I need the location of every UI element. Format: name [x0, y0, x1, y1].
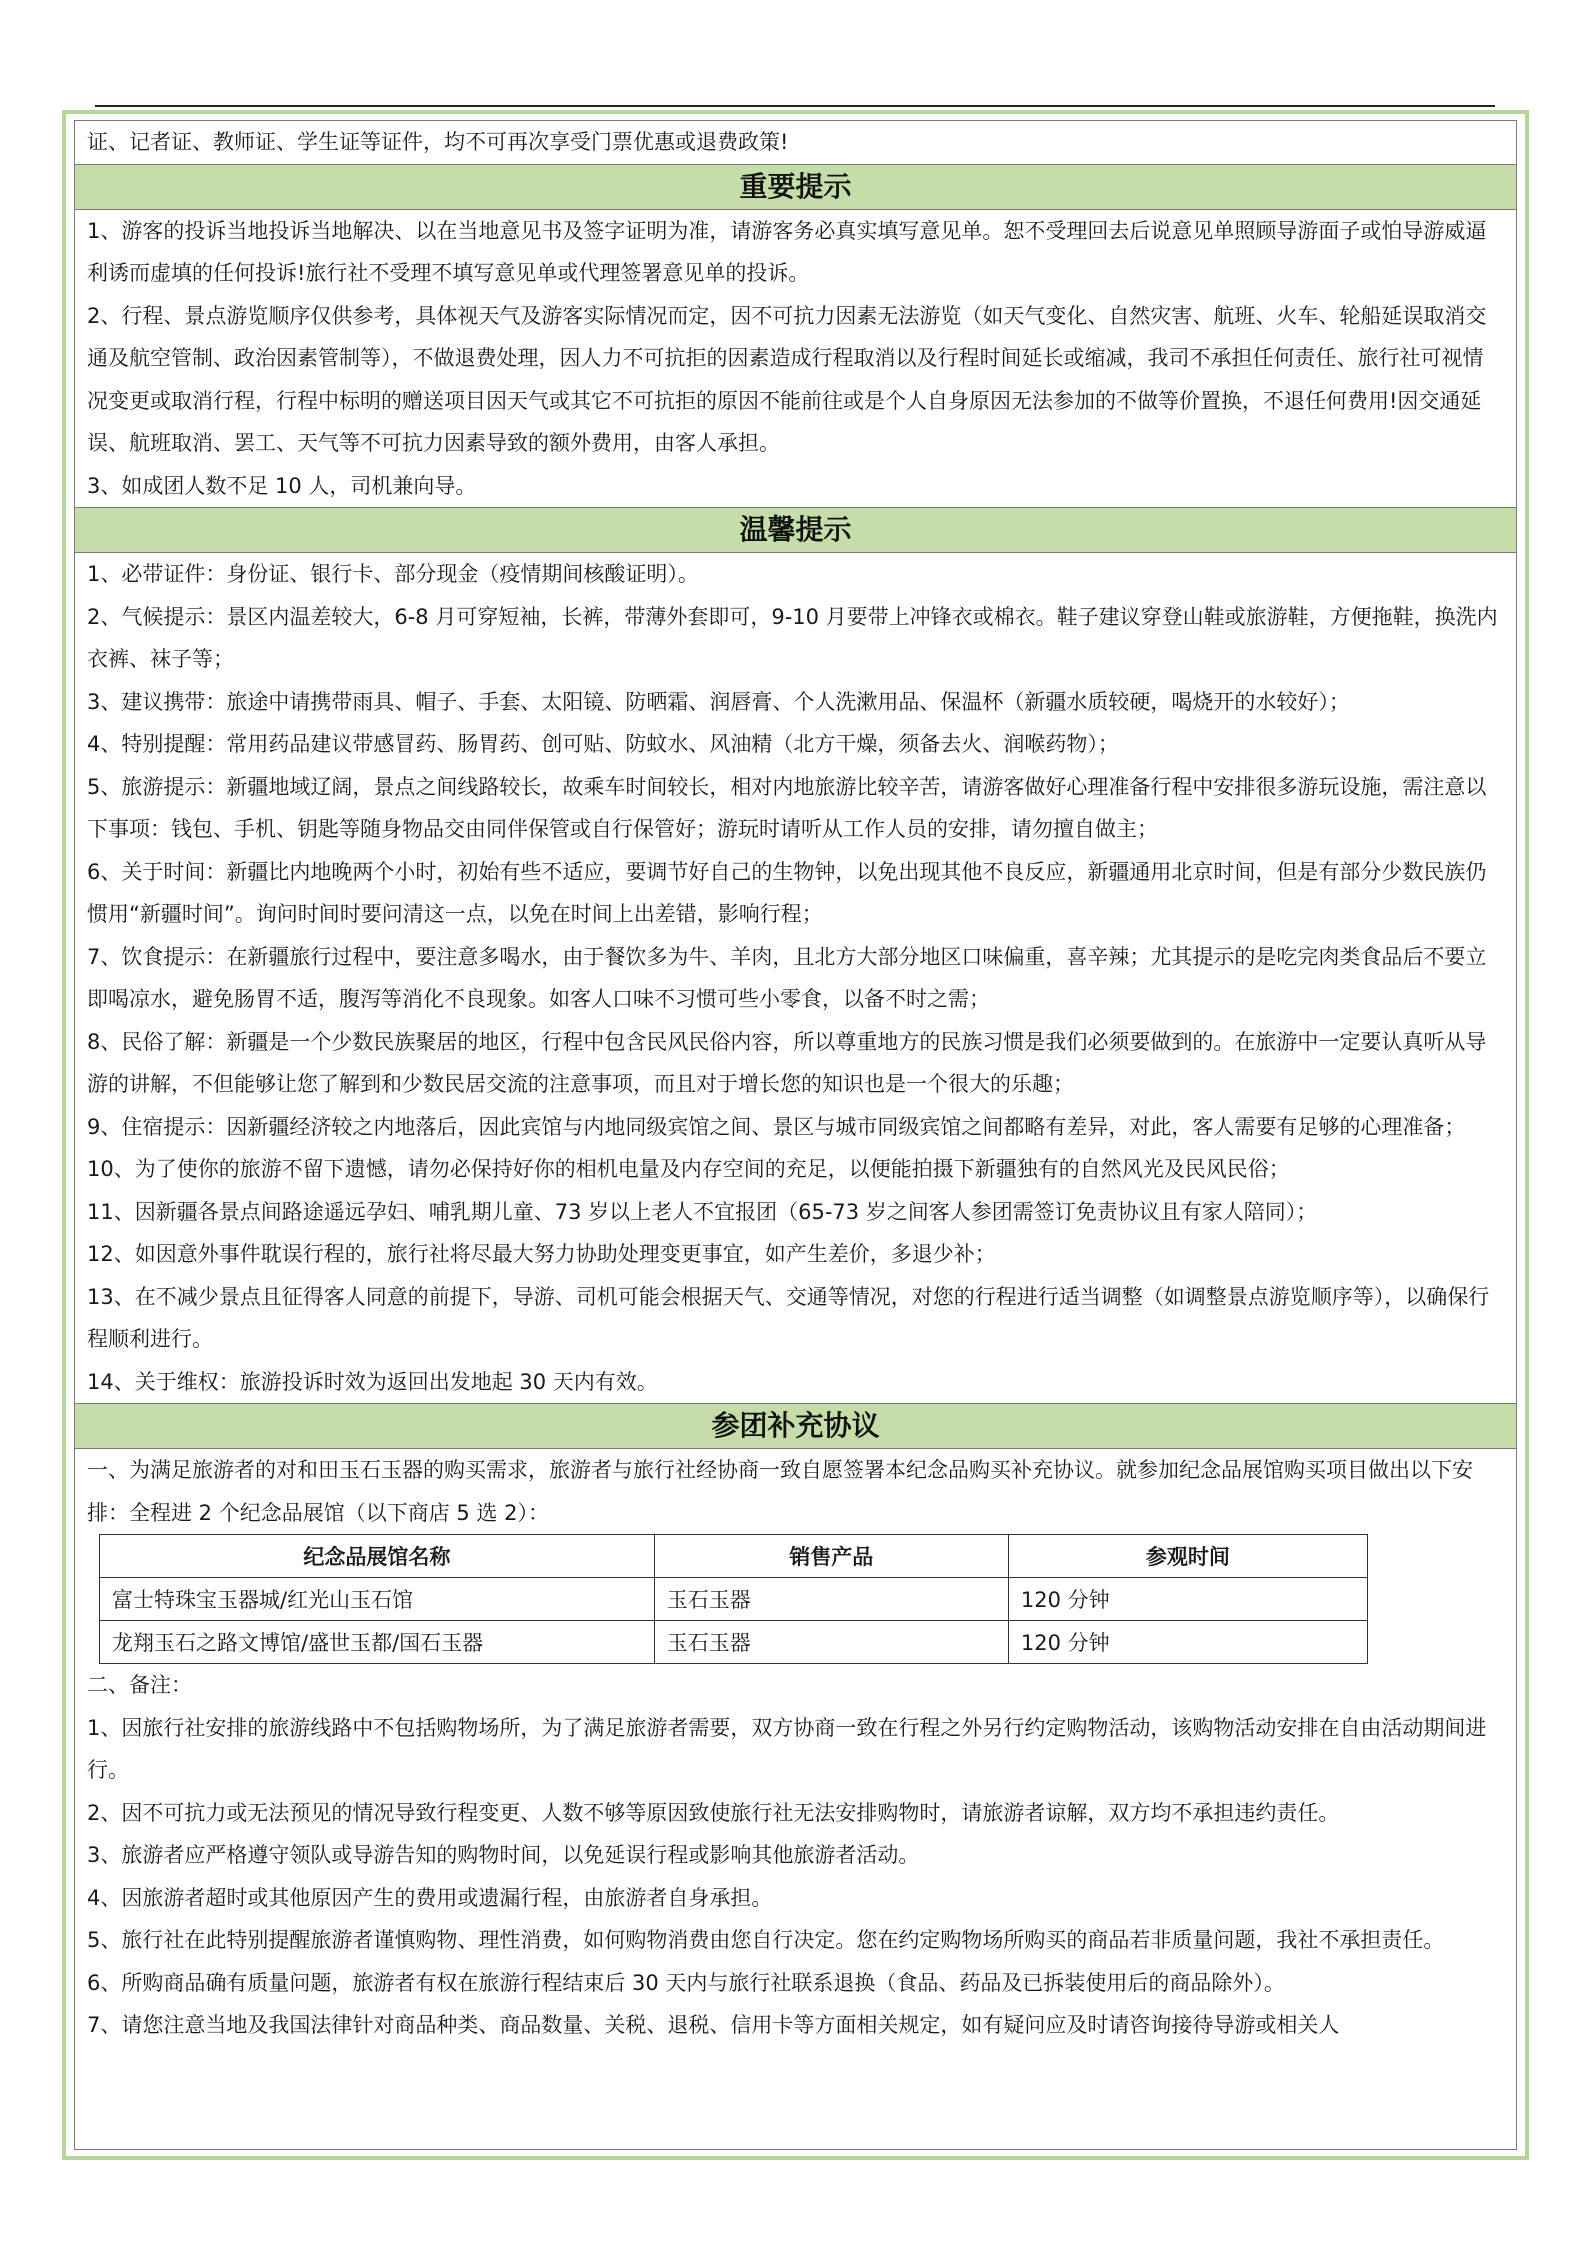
- warm-item: 1、必带证件：身份证、银行卡、部分现金（疫情期间核酸证明）。: [87, 562, 699, 586]
- important-item: 3、如成团人数不足 10 人，司机兼向导。: [87, 473, 477, 498]
- header-rule: [95, 105, 1495, 107]
- warm-item: 12、如因意外事件耽误行程的，旅行社将尽最大努力协助处理变更事宜，如产生差价，多退少补；: [87, 1242, 996, 1266]
- section-heading-warm: 温馨提示: [75, 507, 1516, 553]
- warm-item: 3、建议携带：旅途中请携带雨具、帽子、手套、太阳镜、防晒霜、润唇膏、个人洗漱用品、保温杯（新疆水质较硬，喝烧开的水较好）；: [87, 689, 1350, 714]
- warm-item: 10、为了使你的旅游不留下遗憾，请勿必保持好你的相机电量及内存空间的充足，以便能拍摄下新疆独有的自然风光及民风民俗；: [87, 1157, 1290, 1181]
- note-item: 5、旅行社在此特别提醒旅游者谨慎购物、理性消费，如何购物消费由您自行决定。您在约定购物场所购买的商品若非质量问题，我社不承担责任。: [87, 1928, 1445, 1952]
- table-cell: 120 分钟: [1008, 1578, 1367, 1621]
- document-body: [74, 120, 1517, 2150]
- document-frame: [62, 110, 1529, 2160]
- note-item: 3、旅游者应严格遵守领队或导游告知的购物时间，以免延误行程或影响其他旅游者活动。: [87, 1843, 920, 1867]
- notes-title: 二、备注：: [87, 1673, 192, 1697]
- table-header-row: [100, 1535, 1368, 1578]
- warm-item: 5、旅游提示：新疆地域辽阔，景点之间线路较长，故乘车时间较长，相对内地旅游比较辛苦，请游客做好心理准备行程中安排很多游玩设施，需注意以下事项：钱包、手机、钥匙等随身物品交由同伴保管或自行保管好；游玩时请听从工作人员的安排，请勿擅自做主；: [87, 774, 1487, 841]
- note-item: 6、所购商品确有质量问题，旅游者有权在旅游行程结束后 30 天内与旅行社联系退换（食品、药品及已拆装使用后的商品除外）。: [87, 1970, 1285, 1995]
- table-cell: 富士特珠宝玉器城/红光山玉石馆: [100, 1578, 655, 1621]
- warm-item: 6、关于时间：新疆比内地晚两个小时，初始有些不适应，要调节好自己的生物钟，以免出现其他不良反应，新疆通用北京时间，但是有部分少数民族仍惯用“新疆时间”。询问时间时要问清这一点，以免在时间上出差错，影响行程；: [87, 859, 1487, 926]
- section-heading-important: 重要提示: [75, 164, 1516, 210]
- table-header-cell: 销售产品: [654, 1535, 1008, 1578]
- table-header-cell: 参观时间: [1008, 1535, 1367, 1578]
- shop-table: [99, 1534, 1368, 1664]
- table-header-cell: 纪念品展馆名称: [100, 1535, 655, 1578]
- warm-item: 13、在不减少景点且征得客人同意的前提下，导游、司机可能会根据天气、交通等情况，对您的行程进行适当调整（如调整景点游览顺序等），以确保行程顺利进行。: [87, 1284, 1490, 1351]
- warm-item: 7、饮食提示：在新疆旅行过程中，要注意多喝水，由于餐饮多为牛、羊肉，且北方大部分地区口味偏重，喜辛辣；尤其提示的是吃完肉类食品后不要立即喝凉水，避免肠胃不适，腹泻等消化不良现象。如客人口味不习惯可些小零食，以备不时之需；: [87, 944, 1487, 1011]
- table-cell: 120 分钟: [1008, 1621, 1367, 1664]
- table-row: [100, 1621, 1368, 1664]
- section-heading-supplement: 参团补充协议: [75, 1403, 1516, 1449]
- warm-item: 14、关于维权：旅游投诉时效为返回出发地起 30 天内有效。: [87, 1369, 658, 1394]
- table-cell: 玉石玉器: [654, 1578, 1008, 1621]
- warm-item: 9、住宿提示：因新疆经济较之内地落后，因此宾馆与内地同级宾馆之间、景区与城市同级宾馆之间都略有差异，对此，客人需要有足够的心理准备；: [87, 1114, 1466, 1139]
- note-item: 1、因旅行社安排的旅游线路中不包括购物场所，为了满足旅游者需要，双方协商一致在行程之外另行约定购物活动，该购物活动安排在自由活动期间进行。: [87, 1715, 1487, 1782]
- important-item: 1、游客的投诉当地投诉当地解决、以在当地意见书及签字证明为准，请游客务必真实填写意见单。恕不受理回去后说意见单照顾导游面子或怕导游威逼利诱而虚填的任何投诉!旅行社不受理不填写意见单或代理签署意见单的投诉。: [87, 218, 1487, 285]
- intro-text: 证、记者证、教师证、学生证等证件，均不可再次享受门票优惠或退费政策!: [87, 130, 789, 154]
- important-item: 2、行程、景点游览顺序仅供参考，具体视天气及游客实际情况而定，因不可抗力因素无法游览（如天气变化、自然灾害、航班、火车、轮船延误取消交通及航空管制、政治因素管制等），不做退费处理，因人力不可抗拒的因素造成行程取消以及行程时间延长或缩减，我司不承担任何责任、旅行社可视情况变更或取消行程，行程中标明的赠送项目因天气或其它不可抗拒的原因不能前往或是个人自身原因无法参加的不做等价置换，不退任何费用!因交通延误、航班取消、罢工、天气等不可抗力因素导致的额外费用，由客人承担。: [87, 303, 1487, 455]
- table-row: [100, 1578, 1368, 1621]
- note-item: 7、请您注意当地及我国法律针对商品种类、商品数量、关税、退税、信用卡等方面相关规定，如有疑问应及时请咨询接待导游或相关人: [87, 2013, 1340, 2037]
- warm-item: 11、因新疆各景点间路途遥远孕妇、哺乳期儿童、73 岁以上老人不宜报团（65-73 岁之间客人参团需签订免责协议且有家人陪同）；: [87, 1199, 1318, 1224]
- supplement-intro: 一、为满足旅游者的对和田玉石玉器的购买需求，旅游者与旅行社经协商一致自愿签署本纪念品购买补充协议。就参加纪念品展馆购买项目做出以下安排：全程进 2 个纪念品展馆（以下商店 5 选 2）：: [87, 1458, 1473, 1525]
- table-cell: 玉石玉器: [654, 1621, 1008, 1664]
- warm-item: 4、特别提醒：常用药品建议带感冒药、肠胃药、创可贴、防蚊水、风油精（北方干燥，须备去火、润喉药物）；: [87, 732, 1119, 756]
- table-cell: 龙翔玉石之路文博馆/盛世玉都/国石玉器: [100, 1621, 655, 1664]
- warm-item: 2、气候提示：景区内温差较大，6-8 月可穿短袖，长裤，带薄外套即可，9-10 月要带上冲锋衣或棉衣。鞋子建议穿登山鞋或旅游鞋，方便拖鞋，换洗内衣裤、袜子等；: [87, 604, 1498, 671]
- note-item: 2、因不可抗力或无法预见的情况导致行程变更、人数不够等原因致使旅行社无法安排购物时，请旅游者谅解，双方均不承担违约责任。: [87, 1800, 1340, 1825]
- warm-item: 8、民俗了解：新疆是一个少数民族聚居的地区，行程中包含民风民俗内容，所以尊重地方的民族习惯是我们必须要做到的。在旅游中一定要认真听从导游的讲解，不但能够让您了解到和少数民居交流的注意事项，而且对于增长您的知识也是一个很大的乐趣；: [87, 1029, 1487, 1096]
- note-item: 4、因旅游者超时或其他原因产生的费用或遗漏行程，由旅游者自身承担。: [87, 1885, 773, 1910]
